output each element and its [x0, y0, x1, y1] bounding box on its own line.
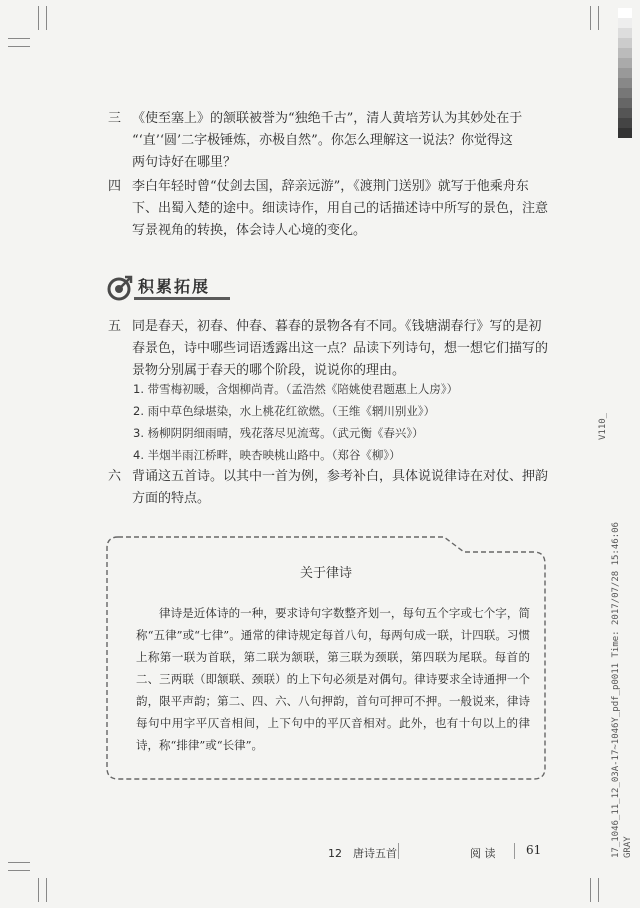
- footer-divider: [398, 843, 399, 859]
- printer-code: V110_: [598, 412, 608, 440]
- note-title: 关于律诗: [299, 566, 352, 581]
- printer-strip-gray: GRAY: [623, 836, 633, 858]
- question-line: 《使至塞上》的颔联被誉为“独绝千古”，清人黄培芳认为其妙处在于: [132, 111, 523, 126]
- footer-unit: 12 唐诗五首: [328, 847, 397, 860]
- question-line: 春景色，诗中哪些词语透露出这一点？品读下列诗句，想一想它们描写的: [132, 341, 549, 356]
- poem-item: 1. 带雪梅初暖，含烟柳尚青。（孟浩然《陪姚使君题惠上人房》）: [133, 382, 459, 396]
- question-line: 下、出蜀入楚的途中。细读诗作，用自己的话描述诗中所写的景色，注意: [132, 201, 549, 216]
- footer-divider: [514, 843, 515, 859]
- crop-mark: [8, 862, 30, 863]
- crop-mark: [38, 6, 39, 30]
- page-number: 61: [526, 843, 542, 857]
- target-arrow-icon: [106, 274, 134, 302]
- question-line: 景物分别属于春天的哪个阶段，说说你的理由。: [132, 363, 406, 378]
- section-title: 积累拓展: [138, 277, 211, 296]
- question-line: 两句诗好在哪里？: [132, 155, 237, 170]
- note-box: [104, 534, 548, 782]
- crop-mark: [590, 878, 591, 902]
- crop-mark: [590, 6, 591, 30]
- question-line: 背诵这五首诗。以其中一首为例，参考补白，具体说说律诗在对仗、押韵: [132, 469, 549, 484]
- question-line: 李白年轻时曾“仗剑去国，辞亲远游”，《渡荆门送别》就写于他乘舟东: [132, 179, 529, 194]
- crop-mark: [46, 878, 47, 902]
- note-body: 律诗是近体诗的一种，要求诗句字数整齐划一，每句五个字或七个字，简称“五律”或“七律”。通常的律诗规定每首八句，每两句成一联，计四联。习惯上称第一联为首联，第二联为颔联，第三联为颈联，第四联为尾联。每首的二、三两联（即颔联、颈联）的上下句必须是对偶句。律诗要求全诗通押一个韵，限平声韵；第二、四、六、八句押韵，首句可押可不押。一般说来，律诗每句中用字平仄音相间，上下句中的平仄音相对。此外，也有十句以上的律诗，称“排律”或“长律”。: [136, 606, 530, 752]
- question-line: 写景视角的转换，体会诗人心境的变化。: [132, 223, 367, 238]
- gray-calibration-bar: [618, 8, 632, 138]
- question-line: 同是春天，初春、仲春、暮春的景物各有不同。《钱塘湖春行》写的是初: [132, 319, 542, 334]
- crop-mark: [598, 878, 599, 902]
- question-line: 方面的特点。: [132, 491, 211, 506]
- crop-mark: [8, 46, 30, 47]
- question-number: 六: [108, 469, 122, 484]
- crop-mark: [8, 870, 30, 871]
- crop-mark: [46, 6, 47, 30]
- crop-mark: [38, 878, 39, 902]
- crop-mark: [598, 6, 599, 30]
- question-line: “‘直’‘圆’二字极锤炼，亦极自然”。你怎么理解这一说法？你觉得这: [132, 133, 513, 148]
- poem-item: 4. 半烟半雨江桥畔，映杏映桃山路中。（郑谷《柳》）: [133, 448, 401, 462]
- question-number: 三: [108, 111, 122, 126]
- section-underline: [134, 297, 230, 300]
- footer-section: 阅 读: [470, 847, 496, 860]
- printer-strip: 17_1046_11_12_03A-17~1046Y_pdf_p0011 Time: 2017/07/28 15:46:06: [611, 522, 621, 858]
- question-number: 四: [108, 179, 122, 194]
- crop-mark: [8, 38, 30, 39]
- question-number: 五: [108, 319, 122, 334]
- poem-item: 2. 雨中草色绿堪染，水上桃花红欲燃。（王维《辋川别业》）: [133, 404, 436, 418]
- poem-item: 3. 杨柳阴阴细雨晴，残花落尽见流莺。（武元衡《春兴》）: [133, 426, 424, 440]
